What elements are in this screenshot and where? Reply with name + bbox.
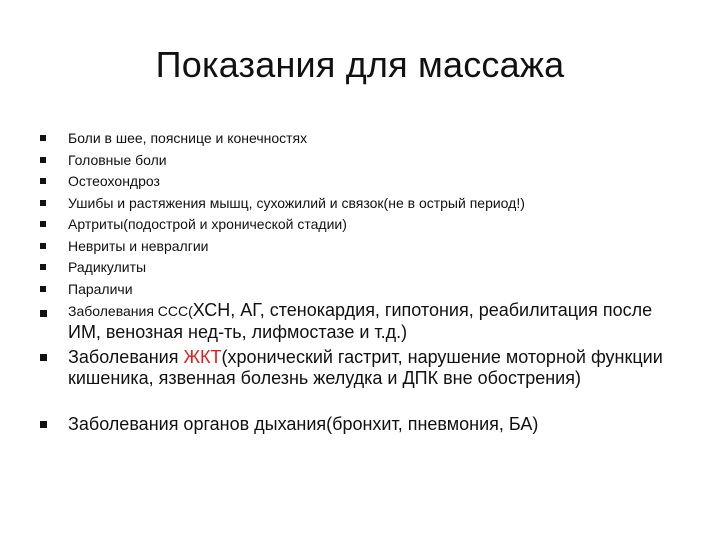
square-bullet-icon: [40, 286, 46, 292]
square-bullet-icon: [40, 243, 46, 249]
slide-title: Показания для массажа: [155, 44, 565, 85]
list-item-text: Головные боли: [68, 152, 167, 168]
list-item-prefix: Заболевания ССС(: [68, 303, 193, 319]
highlight-term: ЖКТ: [183, 347, 222, 367]
square-bullet-icon: [40, 200, 46, 206]
square-bullet-icon: [40, 354, 47, 361]
list-item-text: Остеохондроз: [68, 173, 160, 189]
list-item-text: Параличи: [68, 281, 133, 297]
square-bullet-icon: [40, 135, 46, 141]
square-bullet-icon: [40, 221, 46, 227]
list-item-text: Радикулиты: [68, 259, 147, 275]
square-bullet-icon: [40, 264, 46, 270]
list-item-text: Невриты и невралгии: [68, 238, 209, 254]
list-item-text: Боли в шее, пояснице и конечностях: [68, 130, 308, 146]
square-bullet-icon: [40, 178, 46, 184]
list-item-text: [68, 300, 668, 343]
list-item-text: Ушибы и растяжения мышц, сухожилий и связок(не в острый период!): [68, 195, 525, 211]
square-bullet-icon: [40, 310, 47, 317]
list-item-detail: (хронический гастрит, нарушение моторной функции кишеника, язвенная болезнь желудка и ДПК вне обострения): [68, 347, 663, 388]
list-item-detail: ХСН, АГ, стенокардия, гипотония, реабилитация после ИМ, венозная нед-ть, лифмостазе и т.д.): [68, 300, 653, 342]
square-bullet-icon: [40, 157, 46, 163]
square-bullet-icon: [40, 421, 47, 428]
list-item-text: Артриты(подострой и хронической стадии): [68, 216, 347, 232]
list-item-prefix: Заболевания: [68, 347, 184, 367]
list-item-text: Заболевания органов дыхания(бронхит, пневмония, БА): [68, 414, 539, 434]
list-item-text: [68, 347, 668, 389]
